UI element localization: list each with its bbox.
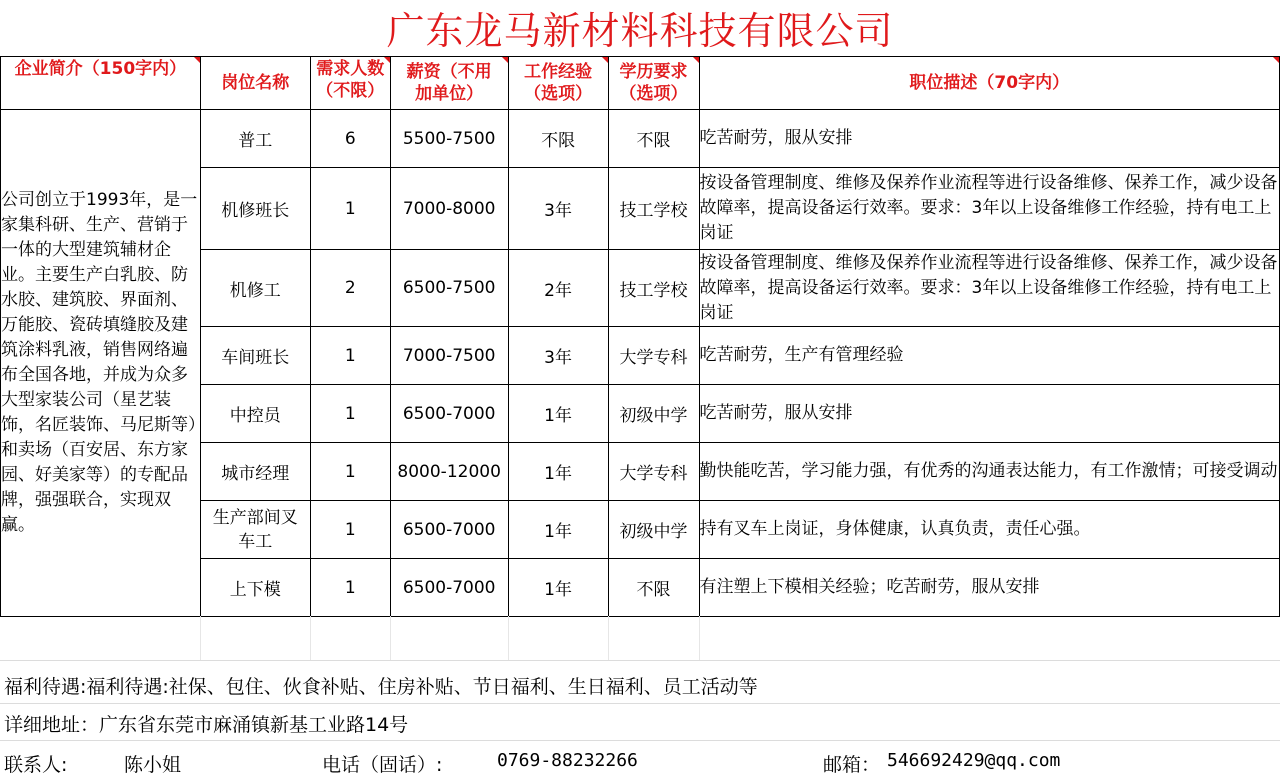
- job-salary[interactable]: 6500-7000: [390, 559, 508, 617]
- email-label: 邮箱：: [823, 754, 881, 776]
- header-experience[interactable]: 工作经验（选项）: [508, 57, 608, 110]
- contact-label: 联系人:: [4, 754, 68, 776]
- welfare-text[interactable]: 福利待遇:福利待遇:社保、包住、伙食补贴、住房补贴、节日福利、生日福利、员工活动等: [4, 676, 758, 698]
- address-text[interactable]: 详细地址：广东省东莞市麻涌镇新基工业路14号: [4, 714, 409, 736]
- job-table: [0, 56, 1280, 617]
- job-position[interactable]: 中控员: [200, 385, 310, 443]
- phone-label: 电话（固话）:: [322, 754, 443, 776]
- job-headcount[interactable]: 1: [310, 168, 390, 250]
- header-intro[interactable]: 企业简介（150字内）: [1, 57, 201, 110]
- company-intro[interactable]: 公司创立于1993年，是一家集科研、生产、营销于一体的大型建筑辅材企业。主要生产白乳胶、防水胶、建筑胶、界面剂、万能胶、瓷砖填缝胶及建筑涂料乳液，销售网络遍布全国各地，并成为众多大型家装公司（星艺装饰，名匠装饰、马尼斯等）和卖场（百安居、东方家园、好美家等）的专配品牌，强强联合，实现双赢。: [1, 110, 201, 617]
- phone-number[interactable]: 0769-88232266: [497, 750, 638, 771]
- job-education[interactable]: 不限: [608, 110, 699, 168]
- job-description[interactable]: 持有叉车上岗证，身体健康，认真负责，责任心强。: [699, 501, 1280, 559]
- job-position[interactable]: 机修工: [200, 250, 310, 327]
- job-position[interactable]: 机修班长: [200, 168, 310, 250]
- empty-row: [0, 616, 1280, 660]
- job-headcount[interactable]: 1: [310, 559, 390, 617]
- job-salary[interactable]: 7000-8000: [390, 168, 508, 250]
- job-headcount[interactable]: 2: [310, 250, 390, 327]
- job-salary[interactable]: 7000-7500: [390, 327, 508, 385]
- job-description[interactable]: 吃苦耐劳，服从安排: [699, 110, 1280, 168]
- job-experience[interactable]: 1年: [508, 385, 608, 443]
- job-description[interactable]: 吃苦耐劳，生产有管理经验: [699, 327, 1280, 385]
- job-headcount[interactable]: 1: [310, 385, 390, 443]
- header-headcount[interactable]: 需求人数（不限）: [310, 57, 390, 110]
- job-experience[interactable]: 2年: [508, 250, 608, 327]
- company-title: 广东龙马新材料科技有限公司: [386, 9, 894, 53]
- job-headcount[interactable]: 1: [310, 327, 390, 385]
- divider: [0, 703, 1280, 704]
- job-salary[interactable]: 5500-7500: [390, 110, 508, 168]
- job-experience[interactable]: 3年: [508, 327, 608, 385]
- job-headcount[interactable]: 1: [310, 443, 390, 501]
- header-description[interactable]: 职位描述（70字内）: [699, 57, 1280, 110]
- divider: [0, 740, 1280, 741]
- header-education[interactable]: 学历要求（选项）: [608, 57, 699, 110]
- job-headcount[interactable]: 6: [310, 110, 390, 168]
- job-position[interactable]: 车间班长: [200, 327, 310, 385]
- job-education[interactable]: 大学专科: [608, 443, 699, 501]
- job-description[interactable]: 按设备管理制度、维修及保养作业流程等进行设备维修、保养工作，减少设备故障率，提高设备运行效率。要求：3年以上设备维修工作经验，持有电工上岗证: [699, 168, 1280, 250]
- job-education[interactable]: 初级中学: [608, 501, 699, 559]
- job-position[interactable]: 城市经理: [200, 443, 310, 501]
- contact-name[interactable]: 陈小姐: [124, 754, 182, 776]
- email-address[interactable]: 546692429@qq.com: [887, 750, 1061, 771]
- job-description[interactable]: 有注塑上下模相关经验；吃苦耐劳，服从安排: [699, 559, 1280, 617]
- job-salary[interactable]: 6500-7000: [390, 385, 508, 443]
- job-position[interactable]: 普工: [200, 110, 310, 168]
- job-education[interactable]: 初级中学: [608, 385, 699, 443]
- job-description[interactable]: 按设备管理制度、维修及保养作业流程等进行设备维修、保养工作，减少设备故障率，提高设备运行效率。要求：3年以上设备维修工作经验，持有电工上岗证: [699, 250, 1280, 327]
- job-education[interactable]: 大学专科: [608, 327, 699, 385]
- job-education[interactable]: 技工学校: [608, 250, 699, 327]
- job-education[interactable]: 技工学校: [608, 168, 699, 250]
- job-position[interactable]: 生产部间叉车工: [200, 501, 310, 559]
- job-headcount[interactable]: 1: [310, 501, 390, 559]
- job-salary[interactable]: 8000-12000: [390, 443, 508, 501]
- header-row: [1, 57, 1280, 110]
- job-description[interactable]: 勤快能吃苦，学习能力强，有优秀的沟通表达能力，有工作激情；可接受调动: [699, 443, 1280, 501]
- job-salary[interactable]: 6500-7000: [390, 501, 508, 559]
- job-experience[interactable]: 1年: [508, 501, 608, 559]
- job-experience[interactable]: 不限: [508, 110, 608, 168]
- table-row: [1, 110, 1280, 168]
- job-experience[interactable]: 1年: [508, 443, 608, 501]
- job-position[interactable]: 上下模: [200, 559, 310, 617]
- header-position[interactable]: 岗位名称: [200, 57, 310, 110]
- divider: [0, 660, 1280, 661]
- job-description[interactable]: 吃苦耐劳，服从安排: [699, 385, 1280, 443]
- job-experience[interactable]: 3年: [508, 168, 608, 250]
- job-education[interactable]: 不限: [608, 559, 699, 617]
- header-salary[interactable]: 薪资（不用加单位）: [390, 57, 508, 110]
- job-experience[interactable]: 1年: [508, 559, 608, 617]
- job-salary[interactable]: 6500-7500: [390, 250, 508, 327]
